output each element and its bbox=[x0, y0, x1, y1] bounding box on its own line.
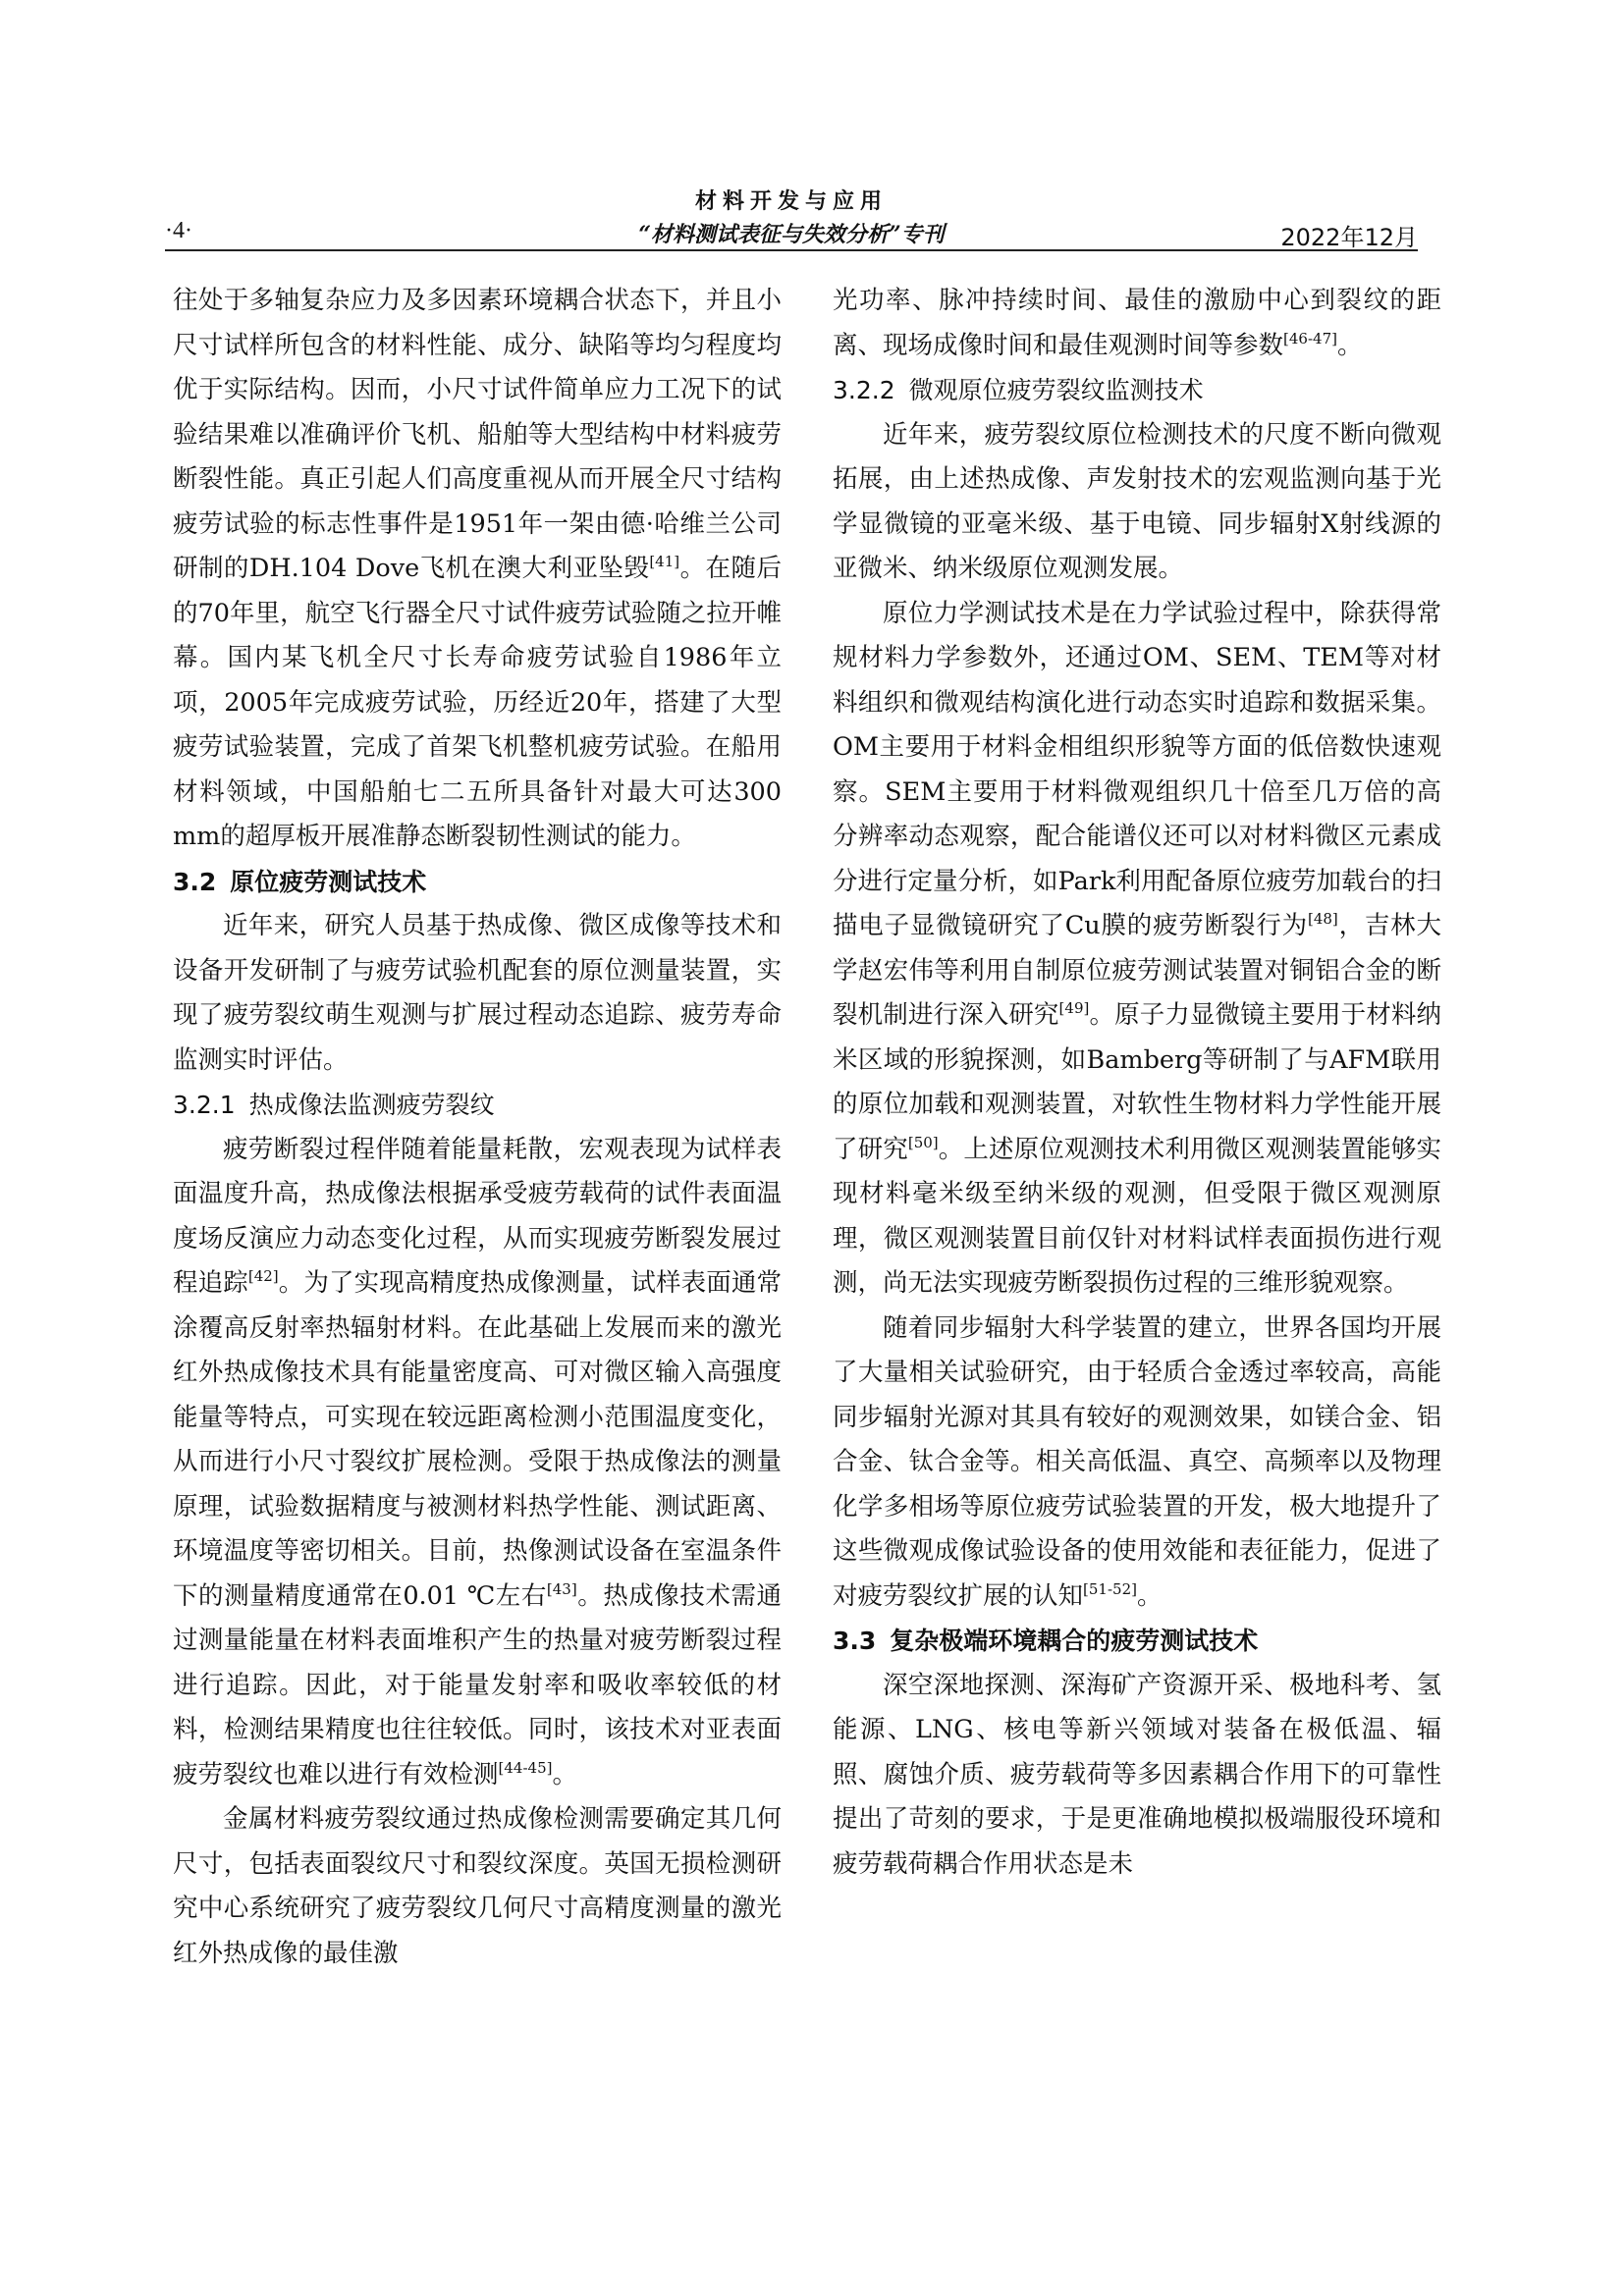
paragraph: 近年来，研究人员基于热成像、微区成像等技术和设备开发研制了与疲劳试验机配套的原位测量装置，实现了疲劳裂纹萌生观测与扩展过程动态追踪、疲劳寿命监测实时评估。 bbox=[173, 911, 782, 1075]
citation[interactable]: [44-45] bbox=[498, 1758, 553, 1777]
issue-date: 2022年12月 bbox=[1280, 224, 1418, 251]
paragraph: 往处于多轴复杂应力及多因素环境耦合状态下，并且小尺寸试样所包含的材料性能、成分、缺陷等均匀程度均优于实际结构。因而，小尺寸试件简单应力工况下的试验结果难以准确评价飞机、船舶等大型结构中材料疲劳断裂性能。真正引起人们高度重视从而开展全尺寸结构疲劳试验的标志性事件是1951年一架由德·哈维兰公司研制的DH.104 Dove飞机在澳大利亚坠毁[41]。在随后的70年里，航空飞行器全尺寸试件疲劳试验随之拉开帷幕。国内某飞机全尺寸长寿命疲劳试验自1986年立项，2005年完成疲劳试验，历经近20年，搭建了大型疲劳试验装置，完成了首架飞机整机疲劳试验。在船用材料领域，中国船舶七二五所具备针对最大可达300 mm的超厚板开展准静态断裂韧性测试的能力。 bbox=[173, 286, 782, 851]
header-rule bbox=[165, 249, 1418, 251]
paragraph: 金属材料疲劳裂纹通过热成像检测需要确定其几何尺寸，包括表面裂纹尺寸和裂纹深度。英国无损检测研究中心系统研究了疲劳裂纹几何尺寸高精度测量的激光红外热成像的最佳激 bbox=[173, 1804, 782, 1968]
right-column bbox=[833, 279, 1441, 1887]
citation[interactable]: [50] bbox=[907, 1133, 939, 1151]
citation[interactable]: [41] bbox=[649, 553, 680, 570]
paragraph: 近年来，疲劳裂纹原位检测技术的尺度不断向微观拓展，由上述热成像、声发射技术的宏观监测向基于光学显微镜的亚毫米级、基于电镜、同步辐射X射线源的亚微米、纳米级原位观测发展。 bbox=[833, 419, 1441, 583]
citation[interactable]: [43] bbox=[546, 1579, 577, 1598]
citation[interactable]: [48] bbox=[1307, 910, 1338, 928]
paragraph: 深空深地探测、深海矿产资源开采、极地科考、氢能源、LNG、核电等新兴领域对装备在极低温、辐照、腐蚀介质、疲劳载荷等多因素耦合作用下的可靠性提出了苛刻的要求，于是更准确地模拟极端服役环境和疲劳载荷耦合作用状态是未 bbox=[833, 1670, 1441, 1879]
citation[interactable]: [46-47] bbox=[1283, 329, 1337, 347]
paragraph: 原位力学测试技术是在力学试验过程中，除获得常规材料力学参数外，还通过OM、SEM、TEM等对材料组织和微观结构演化进行动态实时追踪和数据采集。OM主要用于材料金相组织形貌等方面的低倍数快速观察。SEM主要用于材料微观组织几十倍至几万倍的高分辨率动态观察，配合能谱仪还可以对材料微区元素成分进行定量分析，如Park利用配备原位疲劳加载台的扫描电子显微镜研究了Cu膜的疲劳断裂行为[48]，吉林大学赵宏伟等利用自制原位疲劳测试装置对铜铝合金的断裂机制进行深入研究[49]。原子力显微镜主要用于材料纳米区域的形貌探测，如Bamberg等研制了与AFM联用的原位加载和观测装置，对软性生物材料力学性能开展了研究[50]。上述原位观测技术利用微区观测装置能够实现材料毫米级至纳米级的观测，但受限于微区观测原理，微区观测装置目前仅针对材料试样表面损伤进行观测，尚无法实现疲劳断裂损伤过程的三维形貌观察。 bbox=[833, 598, 1441, 1298]
citation[interactable]: [51-52] bbox=[1083, 1579, 1137, 1598]
subsection-heading-3-2-1: 3.2.1 热成像法监测疲劳裂纹 bbox=[173, 1091, 495, 1119]
paragraph: 随着同步辐射大科学装置的建立，世界各国均开展了大量相关试验研究，由于轻质合金透过率较高，高能同步辐射光源对其具有较好的观测效果，如镁合金、铝合金、钛合金等。相关高低温、真空、高频率以及物理化学多相场等原位疲劳试验装置的开发，极大地提升了这些微观成像试验设备的使用效能和表征能力，促进了对疲劳裂纹扩展的认知[51-52]。 bbox=[833, 1312, 1441, 1611]
paragraph: 疲劳断裂过程伴随着能量耗散，宏观表现为试样表面温度升高，热成像法根据承受疲劳载荷的试件表面温度场反演应力动态变化过程，从而实现疲劳断裂发展过程追踪[42]。为了实现高精度热成像测量，试样表面通常涂覆高反射率热辐射材料。在此基础上发展而来的激光红外热成像技术具有能量密度高、可对微区输入高强度能量等特点，可实现在较远距离检测小范围温度变化，从而进行小尺寸裂纹扩展检测。受限于热成像法的测量原理，试验数据精度与被测材料热学性能、测试距离、环境温度等密切相关。目前，热像测试设备在室温条件下的测量精度通常在0.01 ℃左右[43]。热成像技术需通过测量能量在材料表面堆积产生的热量对疲劳断裂过程进行追踪。因此，对于能量发射率和吸收率较低的材料，检测结果精度也往往较低。同时，该技术对亚表面疲劳裂纹也难以进行有效检测[44-45]。 bbox=[173, 1134, 782, 1789]
paragraph: 光功率、脉冲持续时间、最佳的激励中心到裂纹的距离、现场成像时间和最佳观测时间等参数[46-47]。 bbox=[833, 286, 1441, 360]
page-number: ·4· bbox=[165, 218, 192, 243]
journal-title: 材料开发与应用 bbox=[694, 189, 888, 214]
citation[interactable]: [49] bbox=[1058, 999, 1090, 1017]
special-issue-title: “材料测试表征与失效分析”专刊 bbox=[638, 222, 945, 247]
subsection-heading-3-2-2: 3.2.2 微观原位疲劳裂纹监测技术 bbox=[833, 376, 1204, 404]
section-heading-3-3: 3.3 复杂极端环境耦合的疲劳测试技术 bbox=[833, 1627, 1259, 1655]
left-column bbox=[173, 279, 782, 1976]
page-header bbox=[165, 185, 1418, 251]
section-heading-3-2: 3.2 原位疲劳测试技术 bbox=[173, 867, 427, 896]
citation[interactable]: [42] bbox=[247, 1267, 279, 1285]
